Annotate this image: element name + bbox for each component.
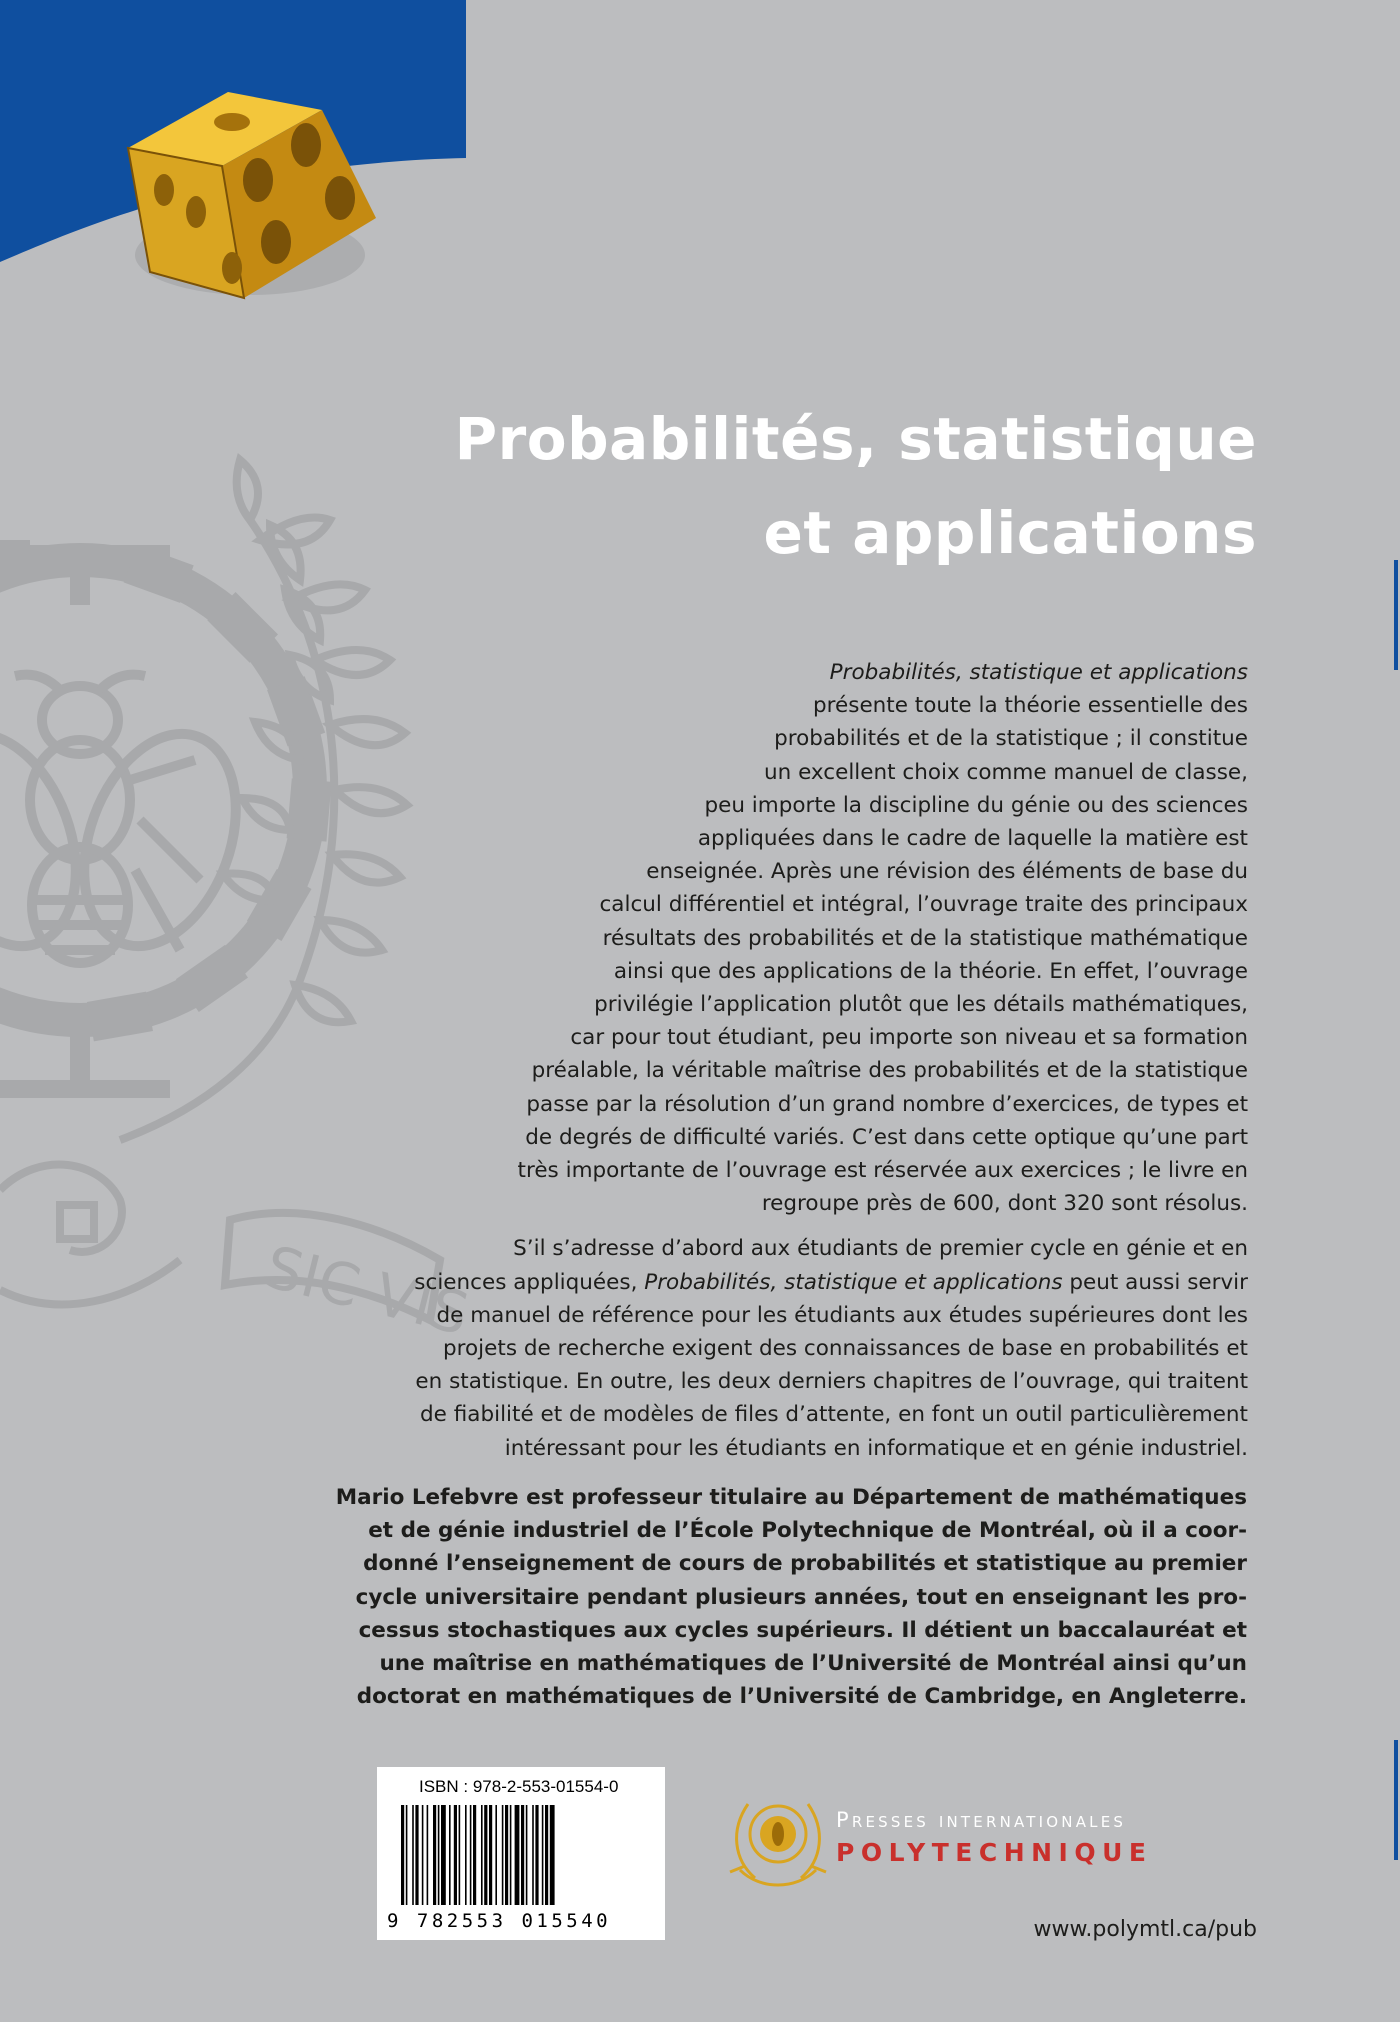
barcode-bar xyxy=(545,1805,548,1905)
barcode-bar xyxy=(495,1805,497,1905)
description-italic-title: Probabilités, statistique et applications xyxy=(644,1269,1063,1295)
barcode-bar xyxy=(459,1805,461,1905)
barcode-bar xyxy=(441,1805,446,1905)
description-line: appliquées dans le cadre de laquelle la matière est xyxy=(697,826,1248,852)
description-line: intéressant pour les étudiants en informatique et en génie industriel. xyxy=(504,1435,1248,1461)
description-line: peu importe la discipline du génie ou des sciences xyxy=(704,792,1248,818)
barcode-bar xyxy=(505,1805,508,1905)
barcode-bar xyxy=(502,1805,504,1905)
title-line-2: et applications xyxy=(763,499,1257,567)
description-line: enseignée. Après une révision des éléments de base du xyxy=(646,859,1248,885)
barcode-bar xyxy=(401,1805,404,1905)
bio-line: donné l’enseignement de cours de probabilités et statistique au premier xyxy=(363,1551,1247,1577)
description-line: projets de recherche exigent des connaissances de base en probabilités et xyxy=(443,1336,1248,1362)
publisher-name-line-1: Presses internationales xyxy=(836,1808,1127,1832)
barcode-bar xyxy=(510,1805,512,1905)
barcode-bar xyxy=(412,1805,414,1905)
barcode-bar xyxy=(532,1805,534,1905)
author-bio xyxy=(247,1481,1247,1713)
barcode-bar xyxy=(484,1805,487,1905)
polytechnique-seal-logo xyxy=(730,1804,826,1885)
barcode-bar xyxy=(406,1805,408,1905)
barcode-bar xyxy=(481,1805,483,1905)
barcode-bar xyxy=(449,1805,451,1905)
barcode-bar xyxy=(515,1805,520,1905)
description-line: résultats des probabilités et de la statistique mathématique xyxy=(602,925,1248,951)
barcode-bar xyxy=(433,1805,436,1905)
barcode-bar xyxy=(521,1805,524,1905)
barcode-bar xyxy=(470,1805,472,1905)
bio-line: doctorat en mathématiques de l’Université de Cambridge, en Angleterre. xyxy=(356,1684,1247,1710)
barcode-bar xyxy=(427,1805,429,1905)
barcode-bar xyxy=(542,1805,544,1905)
description-line-mixed xyxy=(348,1266,1248,1299)
description-line: de degrés de difficulté variés. C’est dans cette optique qu’une part xyxy=(525,1124,1248,1150)
barcode-bar xyxy=(415,1805,418,1905)
barcode-bar xyxy=(465,1805,467,1905)
publisher-url[interactable]: www.polymtl.ca/pub xyxy=(1033,1917,1257,1942)
barcode-bar xyxy=(550,1805,555,1905)
barcode-box xyxy=(377,1767,665,1940)
book-title xyxy=(455,392,1257,580)
bio-line: Mario Lefebvre est professeur titulaire au Département de mathématiques xyxy=(335,1485,1247,1510)
barcode-bar xyxy=(526,1805,528,1905)
emblem-motto: SIC VIS xyxy=(258,1232,476,1349)
description-line: en statistique. En outre, les deux derniers chapitres de l’ouvrage, qui traitent xyxy=(415,1369,1248,1395)
barcode-bar xyxy=(438,1805,440,1905)
barcode-bar xyxy=(535,1805,538,1905)
description-line: préalable, la véritable maîtrise des probabilités et de la statistique xyxy=(531,1058,1248,1084)
barcode-bar xyxy=(454,1805,457,1905)
description-line: passe par la résolution d’un grand nombre d’exercices, de types et xyxy=(526,1091,1248,1117)
description-line: de manuel de référence pour les étudiants aux études supérieures dont les xyxy=(436,1302,1248,1328)
bio-line: une maîtrise en mathématiques de l’Université de Montréal ainsi qu’un xyxy=(379,1651,1247,1677)
description-line: calcul différentiel et intégral, l’ouvrage traite des principaux xyxy=(599,892,1248,918)
description-line: regroupe près de 600, dont 320 sont résolus. xyxy=(761,1191,1248,1217)
description-line: Probabilités, statistique et applications xyxy=(829,660,1248,685)
ean-number: 9 782553 015540 xyxy=(387,1910,612,1932)
bee-icon xyxy=(0,675,263,968)
description-line: S’il s’adresse d’abord aux étudiants de premier cycle en génie et en xyxy=(513,1236,1248,1262)
description-line: ainsi que des applications de la théorie. En effet, l’ouvrage xyxy=(613,958,1248,984)
description-line: car pour tout étudiant, peu importe son niveau et sa formation xyxy=(570,1025,1248,1051)
book-description xyxy=(348,656,1248,1465)
title-line-1: Probabilités, statistique xyxy=(454,405,1257,473)
bio-line: cycle universitaire pendant plusieurs années, tout en enseignant les pro- xyxy=(355,1584,1247,1610)
description-line: présente toute la théorie essentielle des xyxy=(813,693,1248,719)
description-fragment: sciences appliquées, xyxy=(414,1269,645,1295)
barcode-bar xyxy=(489,1805,492,1905)
isbn-label: ISBN : 978-2-553-01554-0 xyxy=(419,1777,619,1796)
bio-line: cessus stochastiques aux cycles supérieurs. Il détient un baccalauréat et xyxy=(358,1617,1247,1643)
description-line: de fiabilité et de modèles de files d’attente, en font un outil particulièrement xyxy=(420,1402,1248,1428)
barcode-bar xyxy=(473,1805,476,1905)
bio-line: et de génie industriel de l’École Polytechnique de Montréal, où il a coor- xyxy=(368,1518,1247,1544)
description-fragment: peut aussi servir xyxy=(1062,1269,1248,1295)
barcode-bar xyxy=(422,1805,424,1905)
description-line: probabilités et de la statistique ; il constitue xyxy=(774,726,1248,752)
description-line: privilégie l’application plutôt que les détails mathématiques, xyxy=(594,992,1248,1018)
publisher-name-line-2: POLYTECHNIQUE xyxy=(836,1838,1153,1867)
description-line: très importante de l’ouvrage est réservée aux exercices ; le livre en xyxy=(517,1158,1248,1184)
description-line: un excellent choix comme manuel de classe, xyxy=(763,759,1248,785)
